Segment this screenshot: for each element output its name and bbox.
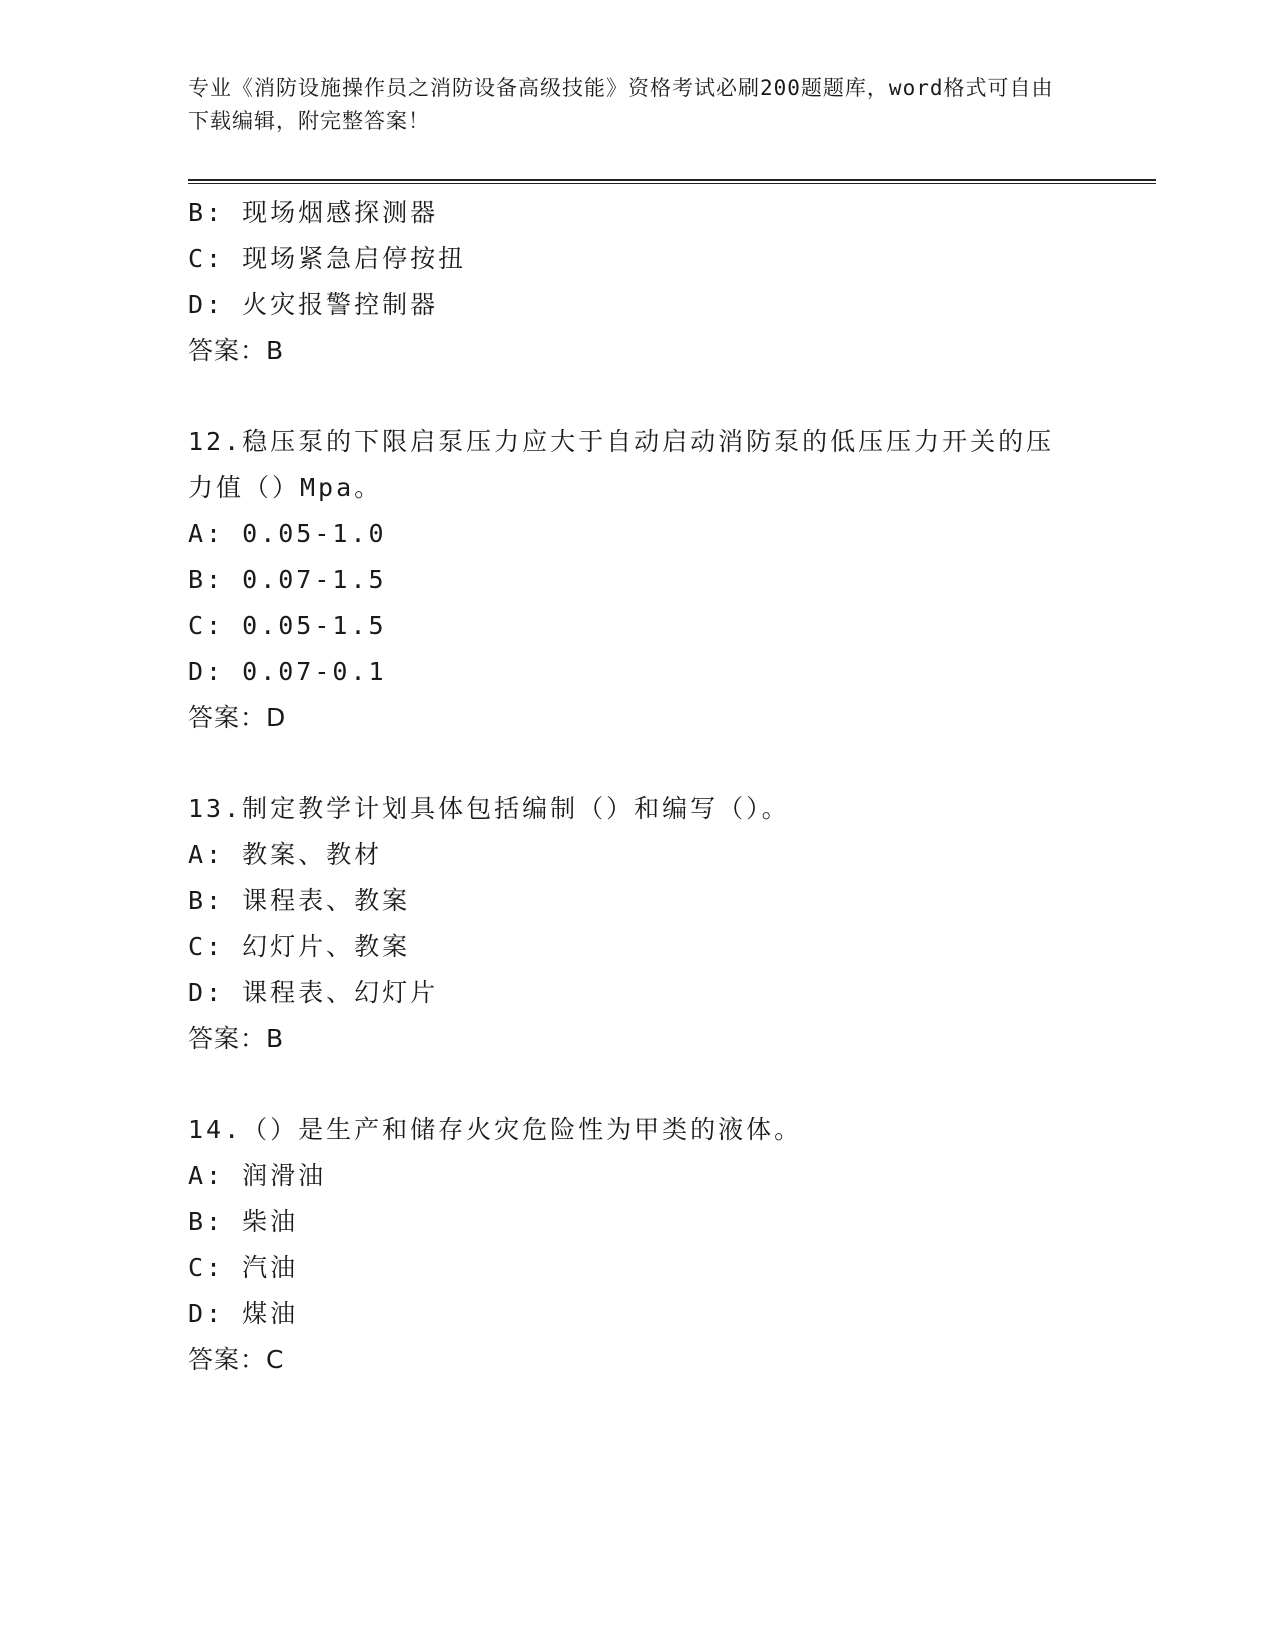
header-divider [188,179,1156,184]
option-d: D: 火灾报警控制器 [188,290,439,319]
option-a: A: 0.05-1.0 [188,519,387,548]
question-12 [188,419,1108,741]
option-b: B: 0.07-1.5 [188,565,387,594]
answer-line: 答案：C [188,1345,285,1374]
option-b: B: 柴油 [188,1207,299,1236]
document-header: 专业《消防设施操作员之消防设备高级技能》资格考试必刷200题题库，word格式可自由下载编辑，附完整答案！ [188,76,1054,133]
question-list [188,190,1108,1383]
option-a: A: 教案、教材 [188,840,383,869]
option-b: B: 课程表、教案 [188,886,411,915]
option-c: C: 汽油 [188,1253,299,1282]
answer-line: 答案：D [188,703,287,732]
option-a: A: 润滑油 [188,1161,327,1190]
option-c: C: 现场紧急启停按扭 [188,244,467,273]
option-d: D: 0.07-0.1 [188,657,387,686]
question-stem: 14.（）是生产和储存火灾危险性为甲类的液体。 [188,1115,803,1144]
option-c: C: 幻灯片、教案 [188,932,411,961]
answer-line: 答案：B [188,1024,285,1053]
question-13 [188,786,1108,1062]
question-14 [188,1107,1108,1383]
option-b: B: 现场烟感探测器 [188,198,439,227]
option-c: C: 0.05-1.5 [188,611,387,640]
question-stem-continued: 力值（）Mpa。 [188,473,383,502]
question-11-partial [188,190,1108,374]
option-d: D: 煤油 [188,1299,299,1328]
option-d: D: 课程表、幻灯片 [188,978,439,1007]
answer-line: 答案：B [188,336,285,365]
question-stem: 12.稳压泵的下限启泵压力应大于自动启动消防泵的低压压力开关的压 [188,427,1055,456]
question-stem: 13.制定教学计划具体包括编制（）和编写（）。 [188,794,790,823]
